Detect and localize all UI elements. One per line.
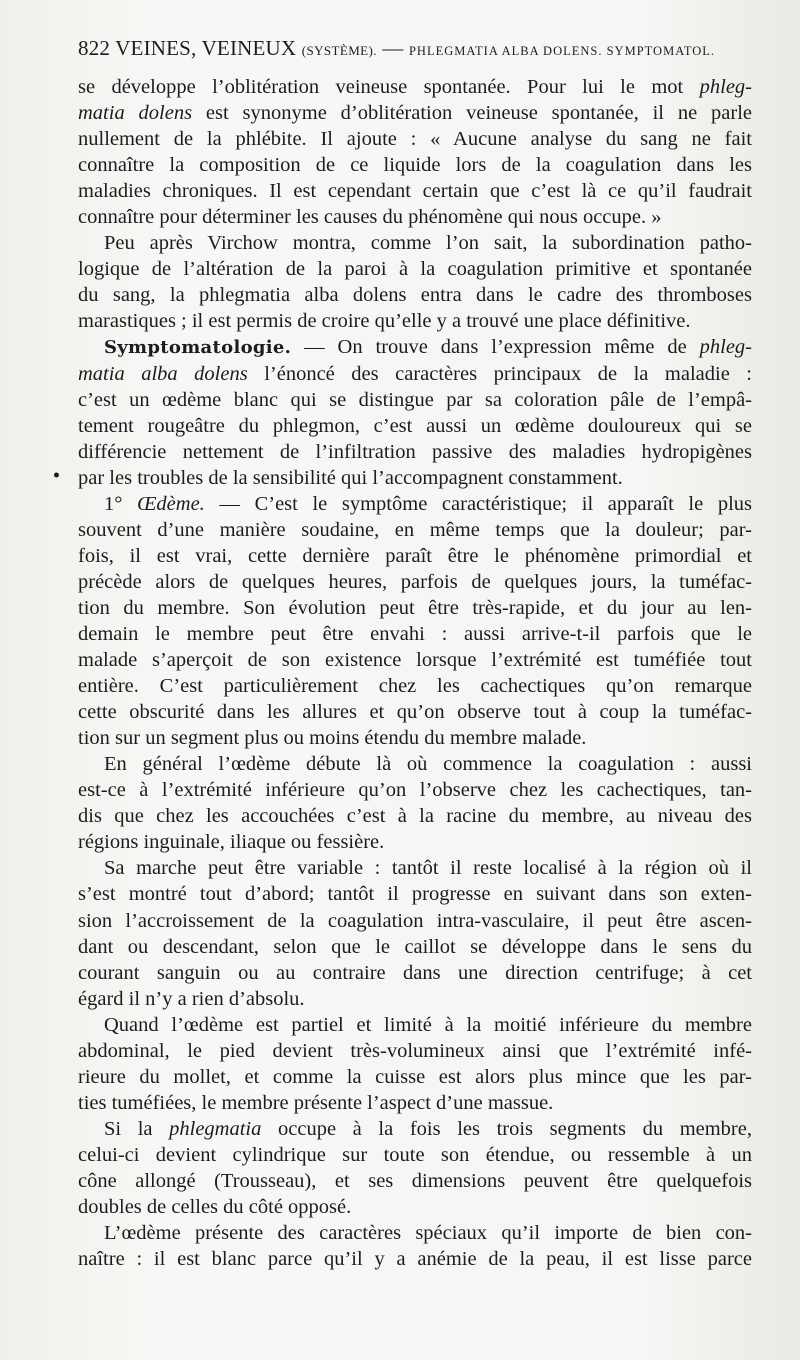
- text-line: [78, 595, 752, 621]
- text-line: [78, 621, 752, 647]
- margin-mark: •: [52, 468, 61, 484]
- text-line: [78, 908, 752, 934]
- header-running-title: PHLEGMATIA ALBA DOLENS. SYMPTOMATOL.: [408, 44, 716, 58]
- text-line: [78, 152, 752, 178]
- italic-term: phleg-: [699, 336, 752, 359]
- text-run: courant sanguin ou au contraire dans une direction centrifuge; à cet: [78, 961, 752, 984]
- text-run: sion l’accroissement de la coagulation intra-vasculaire, il peut être ascen-: [78, 909, 752, 932]
- text-line: [78, 1038, 752, 1064]
- text-line: [78, 1194, 752, 1220]
- text-run: souvent d’une manière soudaine, en même temps que la douleur; par-: [78, 518, 752, 541]
- text-line: [78, 1116, 752, 1142]
- text-line: [78, 673, 752, 699]
- text-run: abdominal, le pied devient très-volumineux ainsi que l’extrémité infé-: [78, 1039, 752, 1062]
- text-line: [78, 491, 752, 517]
- text-line: [78, 569, 752, 595]
- text-run: tement rougeâtre du phlegmon, c’est aussi un œdème douloureux qui se: [78, 414, 752, 437]
- text-run: s’est montré tout d’abord; tantôt il progresse en suivant dans son exten-: [78, 883, 752, 906]
- text-line: [78, 439, 752, 465]
- text-run: fois, il est vrai, cette dernière paraît être le phénomène primordial et: [78, 544, 752, 567]
- text-line: [78, 1012, 752, 1038]
- text-line: [78, 1090, 752, 1116]
- text-line: [78, 986, 752, 1012]
- page-number: 822: [78, 36, 111, 60]
- text-run: — On trouve dans l’expression même de: [291, 336, 700, 359]
- text-line: [78, 829, 752, 855]
- text-run: Si la: [104, 1117, 170, 1140]
- text-line: [78, 543, 752, 569]
- text-run: tion sur un segment plus ou moins étendu du membre malade.: [78, 727, 587, 750]
- text-run: L’œdème présente des caractères spéciaux qu’il importe de bien con-: [104, 1222, 752, 1245]
- text-line: [78, 725, 752, 751]
- text-run: régions inguinale, iliaque ou fessière.: [78, 831, 385, 854]
- italic-term: matia dolens: [78, 102, 193, 125]
- text-run: c’est un œdème blanc qui se distingue par sa coloration pâle de l’empâ-: [78, 388, 752, 411]
- header-subtitle: (SYSTÈME).: [301, 43, 377, 58]
- text-run: dant ou descendant, selon que le caillot se développe dans le sens du: [78, 935, 752, 958]
- text-run: rieure du mollet, et comme la cuisse est alors plus mince que les par-: [78, 1065, 752, 1088]
- text-line: [78, 647, 752, 673]
- text-line: [78, 465, 752, 491]
- text-run: occupe à la fois les trois segments du membre,: [261, 1117, 752, 1140]
- text-run: nullement de la phlébite. Il ajoute : « Aucune analyse du sang ne fait: [78, 128, 752, 151]
- text-line: [78, 413, 752, 439]
- text-run: par les troubles de la sensibilité qui l’accompagnent constamment.: [78, 466, 623, 489]
- text-line: [78, 855, 752, 881]
- text-run: doubles de celles du côté opposé.: [78, 1196, 352, 1219]
- running-header: [78, 34, 758, 65]
- text-line: [78, 1168, 752, 1194]
- text-run: 1°: [104, 492, 138, 515]
- text-line: [78, 126, 752, 152]
- text-run: Sa marche peut être variable : tantôt il reste localisé à la région où il: [104, 857, 752, 880]
- text-line: [78, 881, 752, 907]
- text-run: dis que chez les accouchées c’est à la racine du membre, au niveau des: [78, 805, 752, 828]
- text-run: connaître pour déterminer les causes du phénomène qui nous occupe. »: [78, 206, 662, 229]
- text-line: [78, 308, 752, 334]
- text-run: connaître la composition de ce liquide lors de la coagulation dans les: [78, 154, 752, 177]
- text-line: [78, 803, 752, 829]
- header-dash: —: [382, 36, 404, 60]
- body-text: [78, 74, 752, 1272]
- text-line: [78, 1220, 752, 1246]
- text-line: [78, 751, 752, 777]
- text-line: [78, 204, 752, 230]
- header-title: VEINES, VEINEUX: [115, 36, 297, 60]
- text-line: [78, 230, 752, 256]
- text-line: [78, 361, 752, 387]
- text-run: cône allongé (Trousseau), et ses dimensions peuvent être quelquefois: [78, 1169, 752, 1192]
- text-run: se développe l’oblitération veineuse spontanée. Pour lui le mot: [78, 76, 700, 98]
- text-run: précède alors de quelques heures, parfois de quelques jours, la tuméfac-: [78, 570, 752, 593]
- text-run: maladies chroniques. Il est cependant certain que c’est là ce qu’il faudrait: [78, 180, 752, 203]
- text-run: cette obscurité dans les allures et qu’on observe tout à coup la tuméfac-: [78, 701, 752, 724]
- text-run: naître : il est blanc parce qu’il y a anémie de la peau, il est lisse parce: [78, 1248, 752, 1271]
- text-line: [78, 387, 752, 413]
- text-run: ties tuméfiées, le membre présente l’aspect d’une massue.: [78, 1091, 554, 1114]
- text-run: En général l’œdème débute là où commence la coagulation : aussi: [104, 753, 752, 776]
- text-run: différencie nettement de l’infiltration passive des maladies hydropigènes: [78, 440, 752, 463]
- text-line: [78, 100, 752, 126]
- text-line: [78, 934, 752, 960]
- text-run: — C’est le symptôme caractéristique; il apparaît le plus: [204, 492, 752, 515]
- text-run: est synonyme d’oblitération veineuse spontanée, il ne parle: [192, 102, 752, 125]
- text-run: est-ce à l’extrémité inférieure qu’on l’observe chez les cachectiques, tan-: [78, 779, 752, 802]
- text-run: entière. C’est particulièrement chez les cachectiques qu’on remarque: [78, 675, 752, 698]
- text-line: [78, 256, 752, 282]
- text-line: [78, 282, 752, 308]
- text-run: malade s’aperçoit de son existence lorsque l’extrémité est tuméfiée tout: [78, 649, 752, 672]
- text-run: l’énoncé des caractères principaux de la maladie :: [247, 362, 752, 385]
- text-line: [78, 777, 752, 803]
- text-line: [78, 334, 752, 360]
- italic-term: Œdème.: [137, 492, 205, 515]
- text-line: [78, 1246, 752, 1272]
- text-line: [78, 1064, 752, 1090]
- text-line: [78, 178, 752, 204]
- text-run: égard il n’y a rien d’absolu.: [78, 987, 305, 1010]
- text-run: demain le membre peut être envahi : aussi arrive-t-il parfois que le: [78, 622, 752, 645]
- text-line: [78, 1142, 752, 1168]
- text-run: du sang, la phlegmatia alba dolens entra dans le cadre des thromboses: [78, 284, 752, 307]
- text-run: Peu après Virchow montra, comme l’on sait, la subordination patho-: [104, 232, 752, 255]
- section-heading: Symptomatologie.: [104, 337, 292, 359]
- text-line: [78, 960, 752, 986]
- italic-term: phleg-: [699, 76, 752, 98]
- text-run: marastiques ; il est permis de croire qu’elle y a trouvé une place définitive.: [78, 310, 691, 333]
- text-run: celui-ci devient cylindrique sur toute son étendue, ou ressemble à un: [78, 1143, 752, 1166]
- italic-term: phlegmatia: [169, 1117, 262, 1140]
- italic-term: matia alba dolens: [78, 362, 248, 385]
- text-run: logique de l’altération de la paroi à la coagulation primitive et spontanée: [78, 258, 752, 281]
- text-run: tion du membre. Son évolution peut être très-rapide, et du jour au len-: [78, 596, 752, 619]
- text-run: Quand l’œdème est partiel et limité à la moitié inférieure du membre: [104, 1013, 752, 1036]
- text-line: [78, 517, 752, 543]
- text-line: [78, 699, 752, 725]
- text-line: [78, 74, 752, 100]
